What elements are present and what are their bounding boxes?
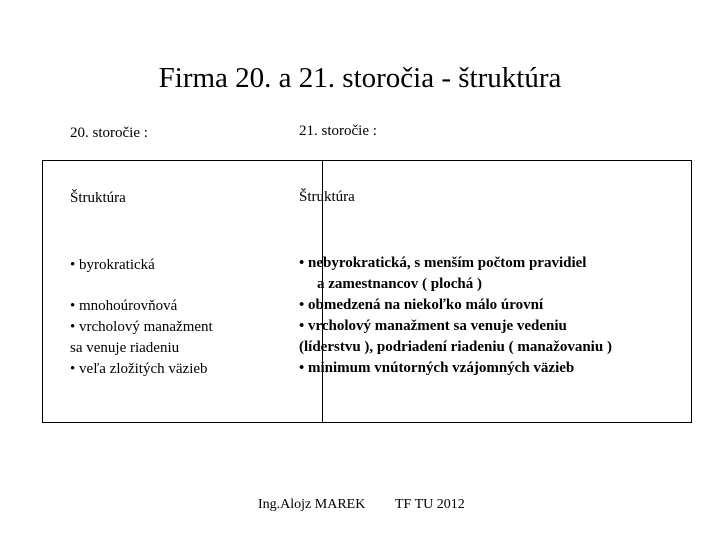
left-feature-line: • mnohoúrovňová — [70, 298, 178, 314]
left-feature-list — [70, 296, 213, 380]
right-feature-line: • vrcholový manažment sa venuje vedeniu — [299, 318, 567, 334]
right-feature-list — [299, 253, 612, 379]
footer-author: Ing.Alojz MAREK — [258, 497, 366, 512]
right-feature-line: • nebyrokratická, s menším počtom pravidiel — [299, 255, 587, 271]
right-feature-line: • obmedzená na niekoľko málo úrovní — [299, 297, 544, 313]
left-structure-heading: Štruktúra — [70, 190, 126, 206]
left-item-bureaucratic: • byrokratická — [70, 257, 155, 273]
left-column-header: 20. storočie : — [70, 125, 148, 141]
right-structure-heading: Štruktúra — [299, 189, 355, 205]
right-column-header: 21. storočie : — [299, 123, 377, 139]
left-feature-line: • vrcholový manažment — [70, 319, 213, 335]
right-feature-line: (líderstvu ), podriadení riadeniu ( manažovaniu ) — [299, 339, 612, 355]
left-feature-line: • veľa zložitých väzieb — [70, 361, 208, 377]
right-feature-line: • minimum vnútorných vzájomných väzieb — [299, 360, 575, 376]
footer-institution: TF TU 2012 — [395, 497, 465, 512]
slide-title: Firma 20. a 21. storočia - štruktúra — [158, 62, 562, 94]
left-feature-line: sa venuje riadeniu — [70, 340, 180, 356]
right-feature-line: a zamestnancov ( plochá ) — [317, 276, 482, 292]
